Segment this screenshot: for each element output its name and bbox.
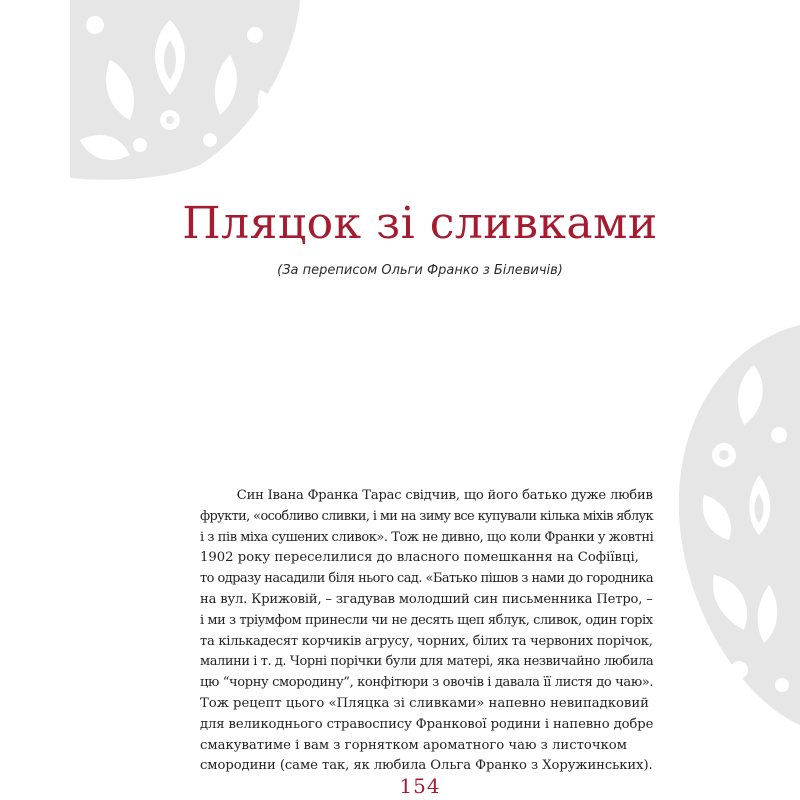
body-line: та кількадесят корчиків агрусу, чорних, білих та червоних порічок,: [200, 633, 653, 649]
body-line: смакуватиме і вам з горнятком ароматного чаю з листочком: [200, 737, 628, 753]
page-number: 154: [399, 774, 441, 798]
body-line: цю “чорну смородину”, конфітюри з овочів і давала її листя до чаю».: [200, 675, 654, 691]
body-line: Син Івана Франка Тарас свідчив, що його батько дуже любив: [236, 488, 653, 503]
body-line: фрукти, «особливо сливки, і ми на зиму все купували кілька міхів яблук: [200, 508, 654, 524]
body-line: смородини (саме так, як любила Ольга Франко з Хоружинських).: [200, 758, 653, 774]
folk-ornament-right-icon: [664, 325, 800, 725]
recipe-subtitle: (За переписом Ольги Франко з Білевичів): [277, 263, 563, 278]
body-line: 1902 року переселилися до власного помешкання на Софіївці,: [200, 550, 639, 566]
folk-ornament-top-icon: [70, 0, 300, 180]
body-line: Тож рецепт цього «Пляцка зі сливками» напевно невипадковий: [200, 695, 649, 711]
recipe-title: Пляцок зі сливками: [182, 198, 658, 249]
body-line: то одразу насадили біля нього сад. «Батько пішов з нами до городника: [200, 571, 654, 587]
body-line: малини і т. д. Чорні порічки були для матері, яка незвичайно любила: [200, 654, 654, 670]
body-paragraph: [200, 486, 653, 777]
body-line: для великоднього стравоспису Франкової родини і напевно добре: [200, 716, 654, 732]
body-line: і з пів міха сушених сливок». Тож не дивно, що коли Франки у жовтні: [200, 529, 654, 545]
body-line: на вул. Крижовій, – згадував молодший син письменника Петро, –: [200, 591, 653, 607]
body-line: і ми з тріумфом принесли чи не десять щеп яблук, сливок, один горіх: [200, 612, 653, 628]
